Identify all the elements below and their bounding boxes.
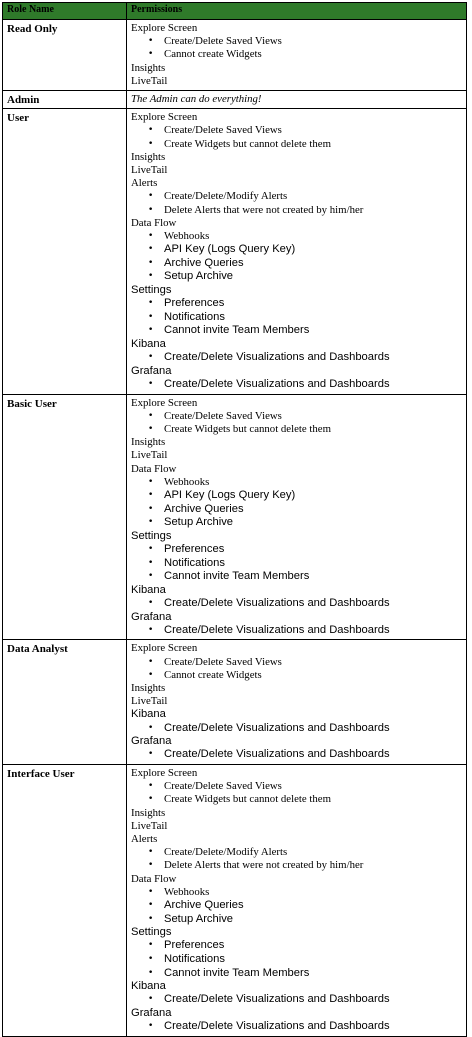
- permissions-cell: [127, 394, 467, 640]
- permission-item: • Create Widgets but cannot delete them: [164, 793, 462, 806]
- permission-item: • Create/Delete/Modify Alerts: [164, 846, 462, 859]
- permission-item: • Preferences: [164, 939, 462, 953]
- permission-group-title: LiveTail: [131, 819, 168, 832]
- permission-group-title: LiveTail: [131, 695, 168, 708]
- permission-group-title: Grafana: [131, 735, 172, 748]
- permission-list: [131, 297, 462, 338]
- permission-group-title: LiveTail: [131, 449, 168, 462]
- permission-group-title: Kibana: [131, 583, 166, 596]
- role-name-cell: Data Analyst: [3, 640, 127, 765]
- permission-group-title: Explore Screen: [131, 396, 198, 409]
- permission-list: [131, 190, 462, 216]
- table-row: [3, 20, 467, 91]
- permissions-cell: [127, 91, 467, 109]
- permission-group-title: Grafana: [131, 1007, 172, 1019]
- permission-group-title: Settings: [131, 529, 172, 542]
- roles-permissions-table: [2, 2, 467, 1037]
- permission-item: • Setup Archive: [164, 516, 462, 530]
- permission-item: • Create/Delete Saved Views: [164, 656, 462, 669]
- permission-group-title: Data Flow: [131, 462, 177, 475]
- permission-list: [131, 476, 462, 530]
- permission-list: [131, 597, 462, 611]
- permission-item: • Preferences: [164, 297, 462, 311]
- role-name-cell: User: [3, 109, 127, 394]
- permission-list: [131, 124, 462, 150]
- permission-item: • API Key (Logs Query Key): [164, 489, 462, 503]
- permission-group-title: Insights: [131, 150, 166, 163]
- permission-list: [131, 351, 462, 365]
- permission-item: • Cannot create Widgets: [164, 48, 462, 61]
- permission-item: • Delete Alerts that were not created by him/her: [164, 859, 462, 872]
- permission-group-title: Explore Screen: [131, 642, 198, 655]
- permission-item: • Webhooks: [164, 476, 462, 489]
- role-name-cell: Admin: [3, 91, 127, 109]
- table-row: [3, 640, 467, 765]
- table-row: [3, 765, 467, 1037]
- permission-list: [131, 993, 462, 1007]
- permission-group-title: Data Flow: [131, 872, 177, 885]
- permission-group-title: Kibana: [131, 338, 166, 351]
- permission-item: • Setup Archive: [164, 270, 462, 284]
- table-row: [3, 91, 467, 109]
- permissions-cell: [127, 20, 467, 91]
- permission-item: • Create/Delete Visualizations and Dashboards: [164, 351, 462, 365]
- permission-group-title: Insights: [131, 806, 166, 819]
- permission-group-title: Alerts: [131, 177, 158, 190]
- permission-item: • Setup Archive: [164, 913, 462, 927]
- permissions-cell: [127, 640, 467, 765]
- permission-group-title: Explore Screen: [131, 767, 198, 779]
- permission-item: • Notifications: [164, 311, 462, 325]
- permission-item: • Create/Delete Visualizations and Dashboards: [164, 748, 462, 762]
- permission-item: • Create Widgets but cannot delete them: [164, 138, 462, 151]
- permission-group-title: Kibana: [131, 980, 166, 993]
- permission-group-title: Insights: [131, 61, 166, 74]
- permission-item: • Archive Queries: [164, 503, 462, 517]
- permission-group-title: Settings: [131, 926, 172, 939]
- permissions-cell: [127, 765, 467, 1037]
- permission-item: • Create/Delete Saved Views: [164, 410, 462, 423]
- permission-list: [131, 1020, 462, 1034]
- permission-item: • Create/Delete Visualizations and Dashboards: [164, 722, 462, 736]
- permission-group-title: LiveTail: [131, 164, 168, 177]
- permission-item: • Cannot invite Team Members: [164, 967, 462, 981]
- permission-note: The Admin can do everything!: [131, 93, 262, 106]
- permission-item: • Create/Delete Saved Views: [164, 35, 462, 48]
- permission-list: [131, 722, 462, 736]
- permission-item: • Create/Delete Visualizations and Dashboards: [164, 993, 462, 1007]
- permission-group-title: LiveTail: [131, 74, 168, 87]
- permission-list: [131, 624, 462, 638]
- role-name-cell: Basic User: [3, 394, 127, 640]
- table-header-row: [3, 3, 467, 20]
- permission-item: • Create/Delete Saved Views: [164, 124, 462, 137]
- role-name-cell: Interface User: [3, 765, 127, 1037]
- permission-group-title: Insights: [131, 436, 166, 449]
- permission-list: [131, 410, 462, 436]
- permission-item: • Create Widgets but cannot delete them: [164, 423, 462, 436]
- permission-item: • Create/Delete/Modify Alerts: [164, 190, 462, 203]
- permission-list: [131, 656, 462, 682]
- permission-item: • Create/Delete Visualizations and Dashboards: [164, 624, 462, 638]
- permission-item: • Create/Delete Visualizations and Dashboards: [164, 1020, 462, 1034]
- permission-group-title: Data Flow: [131, 216, 177, 229]
- permissions-header: Permissions: [127, 3, 467, 20]
- table-row: [3, 109, 467, 394]
- permission-item: • Notifications: [164, 953, 462, 967]
- permission-item: • Preferences: [164, 543, 462, 557]
- permission-list: [131, 543, 462, 584]
- permission-item: • Archive Queries: [164, 899, 462, 913]
- permission-item: • API Key (Logs Query Key): [164, 243, 462, 257]
- permission-list: [131, 780, 462, 806]
- permission-group-title: Alerts: [131, 833, 158, 846]
- permission-item: • Delete Alerts that were not created by him/her: [164, 204, 462, 217]
- permission-item: • Archive Queries: [164, 257, 462, 271]
- permission-group-title: Kibana: [131, 708, 166, 721]
- permission-group-title: Settings: [131, 284, 172, 297]
- permission-list: [131, 846, 462, 872]
- permission-item: • Cannot invite Team Members: [164, 570, 462, 584]
- table-body: [3, 20, 467, 1037]
- permission-group-title: Grafana: [131, 610, 172, 623]
- permission-item: • Webhooks: [164, 886, 462, 899]
- permission-item: • Create/Delete Visualizations and Dashboards: [164, 597, 462, 611]
- permissions-cell: [127, 109, 467, 394]
- permission-item: • Webhooks: [164, 230, 462, 243]
- permission-group-title: Insights: [131, 682, 166, 694]
- permission-item: • Cannot create Widgets: [164, 669, 462, 682]
- permission-item: • Create/Delete Visualizations and Dashboards: [164, 378, 462, 392]
- role-name-cell: Read Only: [3, 20, 127, 91]
- permission-list: [131, 35, 462, 61]
- permission-list: [131, 378, 462, 392]
- permission-item: • Notifications: [164, 557, 462, 571]
- permission-list: [131, 230, 462, 284]
- permission-list: [131, 886, 462, 926]
- permission-group-title: Explore Screen: [131, 111, 198, 124]
- permission-group-title: Explore Screen: [131, 22, 198, 34]
- permission-group-title: Grafana: [131, 364, 172, 377]
- permission-list: [131, 748, 462, 762]
- permission-item: • Create/Delete Saved Views: [164, 780, 462, 793]
- permission-item: • Cannot invite Team Members: [164, 324, 462, 338]
- permission-list: [131, 939, 462, 980]
- role-name-header: Role Name: [3, 3, 127, 20]
- table-row: [3, 394, 467, 640]
